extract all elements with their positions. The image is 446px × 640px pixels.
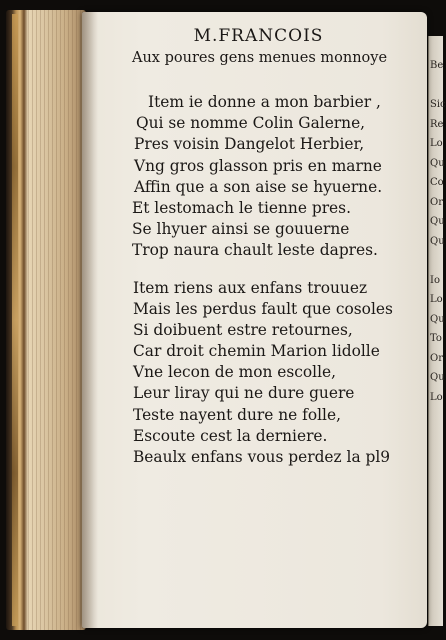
running-head: M.FRANCOIS bbox=[193, 26, 324, 46]
verse-line: Affin que a son aise se hyuerne. bbox=[134, 177, 383, 196]
facing-page-fragment: Sic bbox=[430, 99, 446, 110]
facing-page-fragment: Or bbox=[430, 352, 443, 364]
facing-page-fragment: Or bbox=[430, 196, 443, 208]
book-binding bbox=[6, 10, 86, 630]
verse-line: Pres voisin Dangelot Herbier, bbox=[134, 135, 365, 154]
facing-page-fragment: Re bbox=[430, 118, 444, 130]
stanza-1 bbox=[132, 92, 421, 262]
verse-line: Item riens aux enfans trouuez bbox=[133, 278, 368, 297]
verse-line: Escoute cest la derniere. bbox=[133, 426, 328, 445]
verse-line: Se lhyuer ainsi se gouuerne bbox=[132, 220, 350, 239]
facing-page-fragment: Be bbox=[430, 60, 444, 71]
section-heading: Aux poures gens menues monnoye bbox=[132, 50, 388, 66]
page-edges bbox=[28, 10, 84, 630]
facing-page-text bbox=[430, 56, 444, 407]
verse-line: Trop naura chault leste dapres. bbox=[132, 241, 378, 260]
facing-page-fragment: Qu bbox=[430, 235, 445, 247]
verse-line: Teste nayent dure ne folle, bbox=[133, 405, 341, 424]
facing-page-fragment: Io bbox=[430, 274, 440, 286]
verse-line: Car droit chemin Marion lidolle bbox=[133, 342, 380, 361]
page-text bbox=[96, 26, 421, 468]
gilt-border bbox=[12, 14, 18, 626]
verse-line: Leur liray qui ne dure guere bbox=[133, 384, 355, 403]
facing-page-fragment: Qu bbox=[430, 157, 445, 169]
facing-page-fragment: To bbox=[430, 333, 442, 344]
facing-page-fragment: Lo bbox=[430, 294, 443, 305]
verse-line: Si doibuent estre retournes, bbox=[133, 320, 353, 339]
verse-line: Vng gros glasson pris en marne bbox=[134, 156, 382, 175]
stanza-2 bbox=[133, 278, 421, 469]
verse-line: Et lestomach le tienne pres. bbox=[132, 198, 351, 217]
facing-page-fragment: Lo bbox=[430, 391, 443, 403]
verse-line: Qui se nomme Colin Galerne, bbox=[136, 114, 366, 133]
facing-page-fragment: Qu bbox=[430, 313, 445, 325]
facing-page-fragment bbox=[430, 76, 444, 96]
verse-line: Mais les perdus fault que cosoles bbox=[133, 299, 393, 318]
facing-page-fragment: Lo bbox=[430, 138, 443, 149]
verse-line: Vne lecon de mon escolle, bbox=[133, 363, 337, 382]
verse-line: Item ie donne a mon barbier , bbox=[148, 93, 381, 111]
facing-page-fragment bbox=[430, 251, 444, 271]
facing-page-fragment: Qu bbox=[430, 216, 445, 227]
verse-line: Beaulx enfans vous perdez la pl9 bbox=[133, 448, 391, 466]
facing-page-fragment: Qu bbox=[430, 372, 445, 383]
facing-page-fragment: Co bbox=[430, 177, 444, 188]
